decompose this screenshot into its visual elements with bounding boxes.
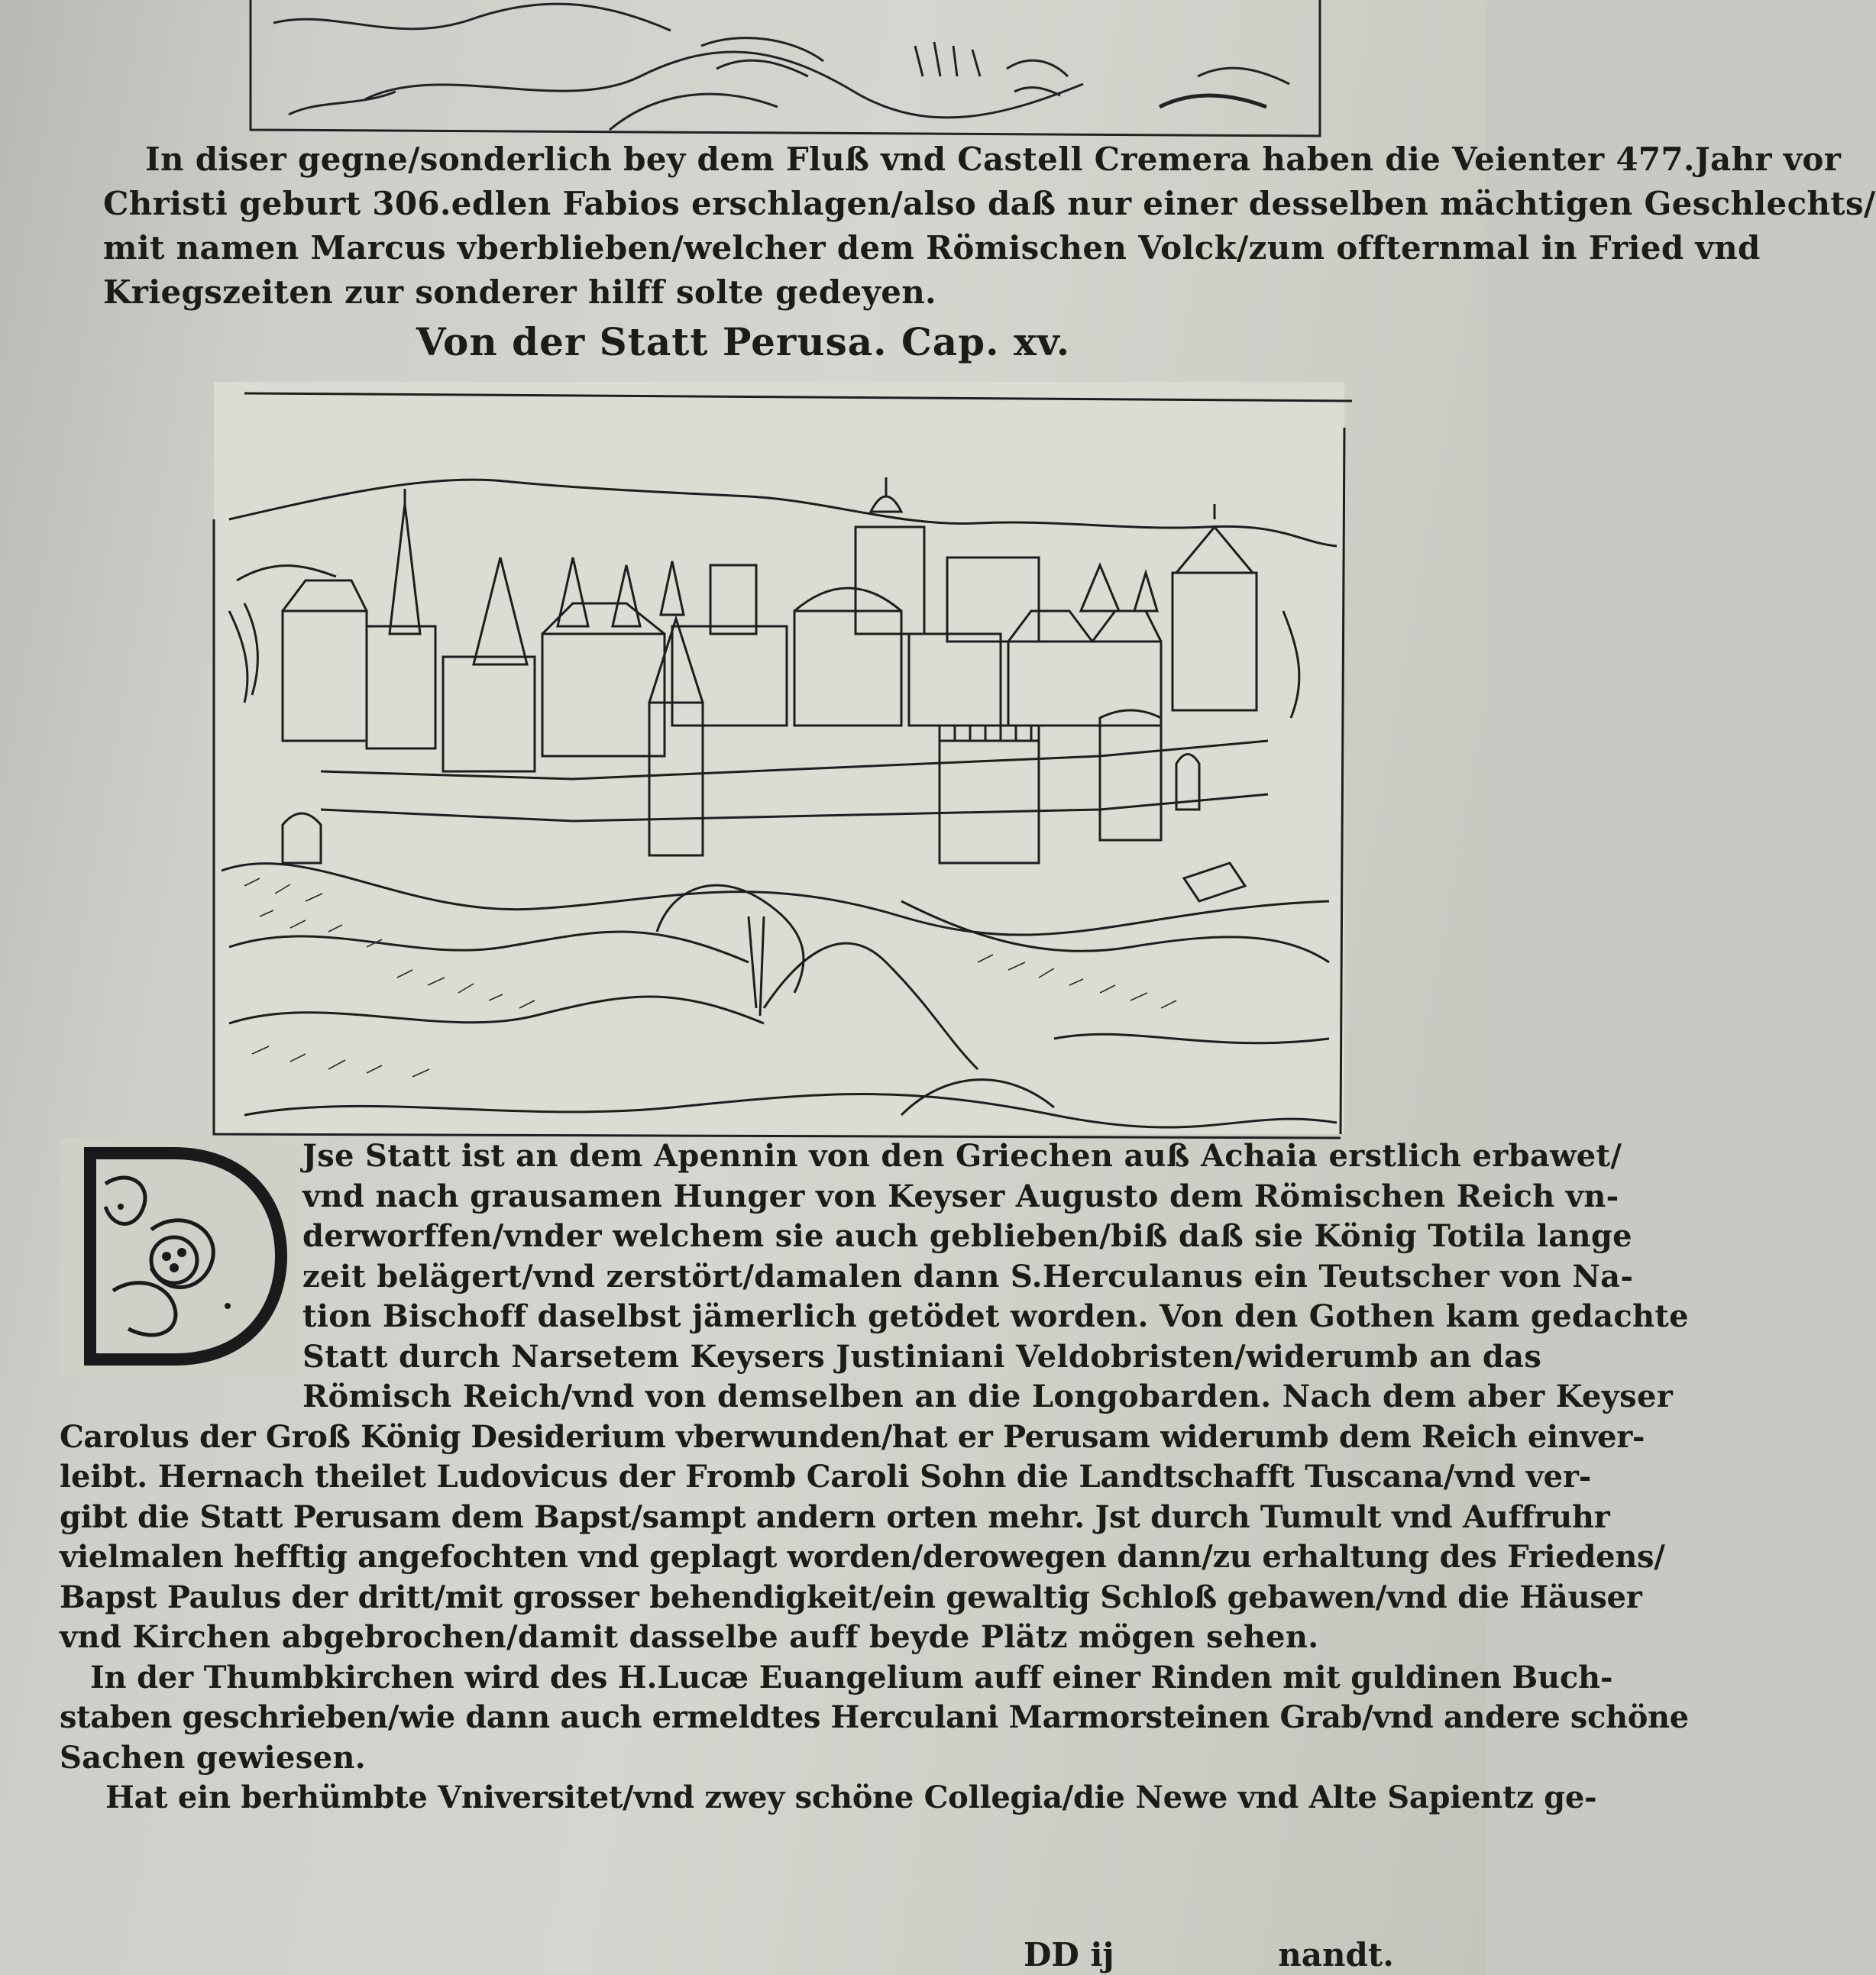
text-line: Jse Statt ist an dem Apennin von den Griechen auß Achaia erstlich erbawet/ [302, 1138, 1622, 1174]
text-line: Bapst Paulus der dritt/mit grosser behendigkeit/ein gewaltig Schloß gebawen/vnd die Häuser [60, 1579, 1642, 1615]
catchword: nandt. [1278, 1936, 1394, 1973]
text-line: leibt. Hernach theilet Ludovicus der Fromb Caroli Sohn die Landtschafft Tuscana/vnd ver- [60, 1459, 1592, 1495]
page-footer [1024, 1936, 1451, 1973]
text-line: derworffen/vnder welchem sie auch geblieben/biß daß sie König Totila lange [302, 1218, 1632, 1254]
text-line: Sachen gewiesen. [60, 1739, 366, 1776]
text-line: zeit belägert/vnd zerstört/damalen dann S.Herculanus ein Teutscher von Na- [302, 1258, 1634, 1295]
text-line: Statt durch Narsetem Keysers Justiniani Veldobristen/widerumb an das [302, 1338, 1542, 1375]
text-line: mit namen Marcus vberblieben/welcher dem Römischen Volck/zum offternmal in Fried vnd [103, 229, 1761, 267]
text-line: Hat ein berhümbte Vniversitet/vnd zwey schöne Collegia/die Newe vnd Alte Sapientz ge- [105, 1779, 1597, 1815]
text-line: staben geschrieben/wie dann auch ermeldtes Herculani Marmorsteinen Grab/vnd andere schöne [60, 1699, 1689, 1735]
text-line: tion Bischoff daselbst jämerlich getödet worden. Von den Gothen kam gedachte [302, 1298, 1689, 1334]
woodcut-landscape-fragment [243, 0, 1328, 136]
text-line: Carolus der Groß König Desiderium vberwunden/hat er Perusam widerumb dem Reich einver- [60, 1418, 1645, 1455]
chapter-heading: Von der Statt Perusa. Cap. xv. [416, 319, 1071, 364]
text-line: gibt die Statt Perusam dem Bapst/sampt andern orten mehr. Jst durch Tumult vnd Auffruhr [60, 1498, 1610, 1535]
text-line: In der Thumbkirchen wird des H.Lucæ Euangelium auff einer Rinden mit guldinen Buch- [90, 1659, 1613, 1695]
signature-mark: DD ij [1024, 1936, 1114, 1973]
text-line: vielmalen hefftig angefochten vnd geplagt worden/derowegen dann/zu erhaltung des Friedens/ [60, 1539, 1665, 1575]
text-line: Kriegszeiten zur sonderer hilff solte gedeyen. [103, 273, 936, 311]
text-line: Römisch Reich/vnd von demselben an die Longobarden. Nach dem aber Keyser [302, 1379, 1674, 1414]
main-text [60, 1136, 1689, 1818]
paragraph-top [73, 137, 1876, 315]
text-line: vnd Kirchen abgebrochen/damit dasselbe auff beyde Plätz mögen sehen. [60, 1619, 1319, 1655]
text-line: vnd nach grausamen Hunger von Keyser Augusto dem Römischen Reich vn- [302, 1178, 1619, 1214]
text-line: Christi geburt 306.edlen Fabios erschlagen/also daß nur einer desselben mächtigen Geschlechts/ [103, 185, 1876, 222]
text-line: In diser gegne/sonderlich bey dem Fluß vnd Castell Cremera haben die Veienter 477.Jahr vor [145, 141, 1842, 178]
woodcut-city-view [214, 382, 1344, 1134]
